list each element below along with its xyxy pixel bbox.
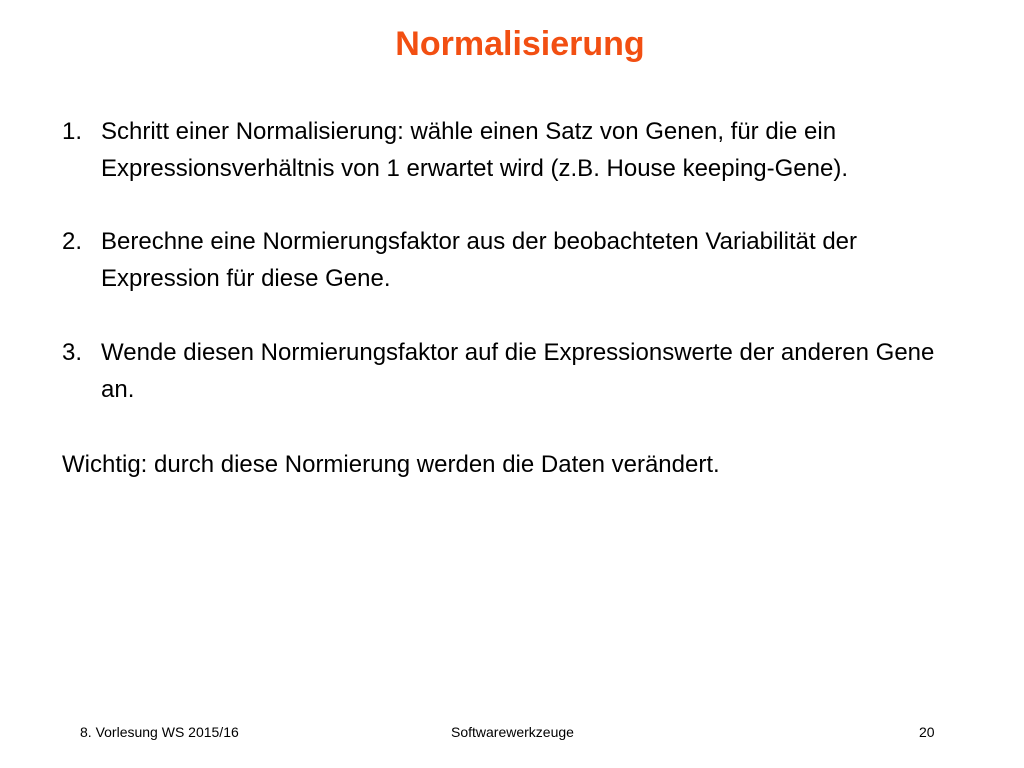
list-item-number: 2. — [62, 228, 83, 255]
slide-title: Normalisierung — [395, 25, 645, 63]
footer-page-number: 20 — [919, 724, 935, 740]
list-item-text: Wende diesen Normierungsfaktor auf die Expressionswerte der anderen Gene an. — [101, 339, 935, 403]
list-item — [62, 113, 962, 187]
list-item — [62, 334, 962, 408]
list-item-number: 3. — [62, 339, 83, 366]
footer-course-title: Softwarewerkzeuge — [451, 724, 574, 740]
footer-lecture-info: 8. Vorlesung WS 2015/16 — [80, 724, 239, 740]
list-item-number: 1. — [62, 118, 83, 145]
list-item — [62, 223, 962, 297]
important-note: Wichtig: durch diese Normierung werden die Daten verändert. — [62, 451, 720, 478]
list-item-text: Berechne eine Normierungsfaktor aus der beobachteten Variabilität der Expression für diese Gene. — [101, 228, 857, 292]
list-item-text: Schritt einer Normalisierung: wähle einen Satz von Genen, für die ein Expressionsverhältnis von 1 erwartet wird (z.B. House keeping-Gene). — [101, 118, 848, 182]
